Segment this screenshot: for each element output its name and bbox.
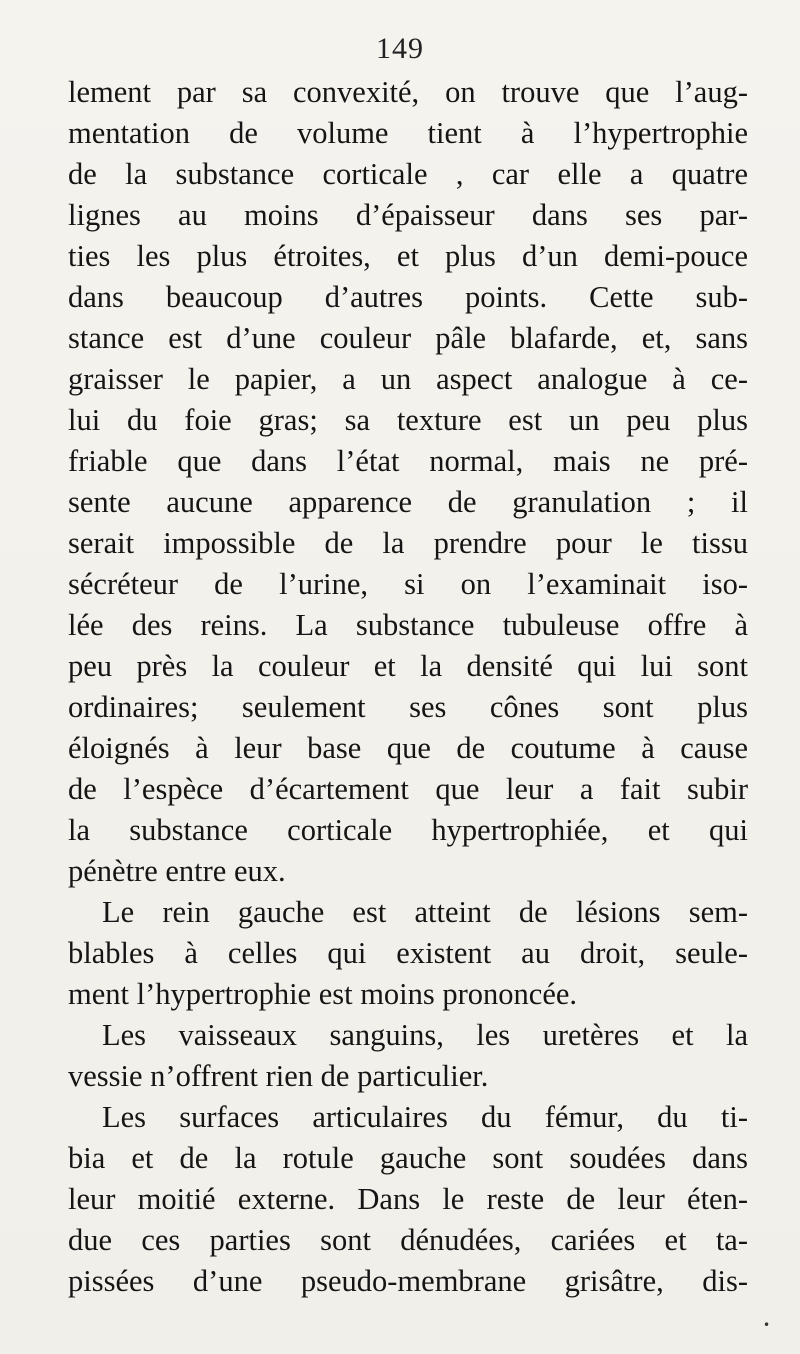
text-line: vessie n’offrent rien de particulier. — [68, 1059, 489, 1093]
text-line: bia et de la rotule gauche sont soudées dans — [68, 1141, 748, 1175]
text-line: blables à celles qui existent au droit, seule- — [68, 936, 748, 970]
text-line: de la substance corticale , car elle a quatre — [68, 157, 748, 191]
text-line: sente aucune apparence de granulation ; il — [68, 485, 748, 519]
text-line: stance est d’une couleur pâle blafarde, et, sans — [68, 321, 748, 355]
text-line: peu près la couleur et la densité qui lui sont — [68, 649, 748, 683]
text-line: Les vaisseaux sanguins, les uretères et la — [102, 1018, 748, 1052]
text-line: lement par sa convexité, on trouve que l’aug- — [68, 75, 748, 109]
text-line: la substance corticale hypertrophiée, et qui — [68, 813, 748, 847]
text-line: mentation de volume tient à l’hypertrophie — [68, 116, 748, 150]
text-line: de l’espèce d’écartement que leur a fait subir — [68, 772, 748, 806]
text-line: ties les plus étroites, et plus d’un demi-pouce — [68, 239, 748, 273]
corner-mark: • — [763, 1318, 771, 1332]
page-number: 149 — [376, 32, 424, 65]
text-line: pissées d’une pseudo-membrane grisâtre, dis- — [68, 1264, 748, 1298]
text-line: lignes au moins d’épaisseur dans ses par- — [68, 198, 748, 232]
text-line: lui du foie gras; sa texture est un peu plus — [68, 403, 748, 437]
text-line: Le rein gauche est atteint de lésions sem- — [102, 895, 748, 929]
text-line: ordinaires; seulement ses cônes sont plus — [68, 690, 748, 724]
text-line: friable que dans l’état normal, mais ne pré- — [68, 444, 748, 478]
text-line: ment l’hypertrophie est moins prononcée. — [68, 977, 578, 1011]
text-line: due ces parties sont dénudées, cariées et ta- — [68, 1223, 748, 1257]
text-line: éloignés à leur base que de coutume à cause — [68, 731, 748, 765]
body-text — [68, 72, 748, 1302]
text-line: pénètre entre eux. — [68, 854, 286, 888]
text-line: sécréteur de l’urine, si on l’examinait iso- — [68, 567, 748, 601]
text-line: leur moitié externe. Dans le reste de leur éten- — [68, 1182, 748, 1216]
text-line: dans beaucoup d’autres points. Cette sub- — [68, 280, 748, 314]
text-line: graisser le papier, a un aspect analogue à ce- — [68, 362, 748, 396]
text-line: lée des reins. La substance tubuleuse offre à — [68, 608, 748, 642]
text-line: serait impossible de la prendre pour le tissu — [68, 526, 748, 560]
text-line: Les surfaces articulaires du fémur, du ti- — [102, 1100, 748, 1134]
